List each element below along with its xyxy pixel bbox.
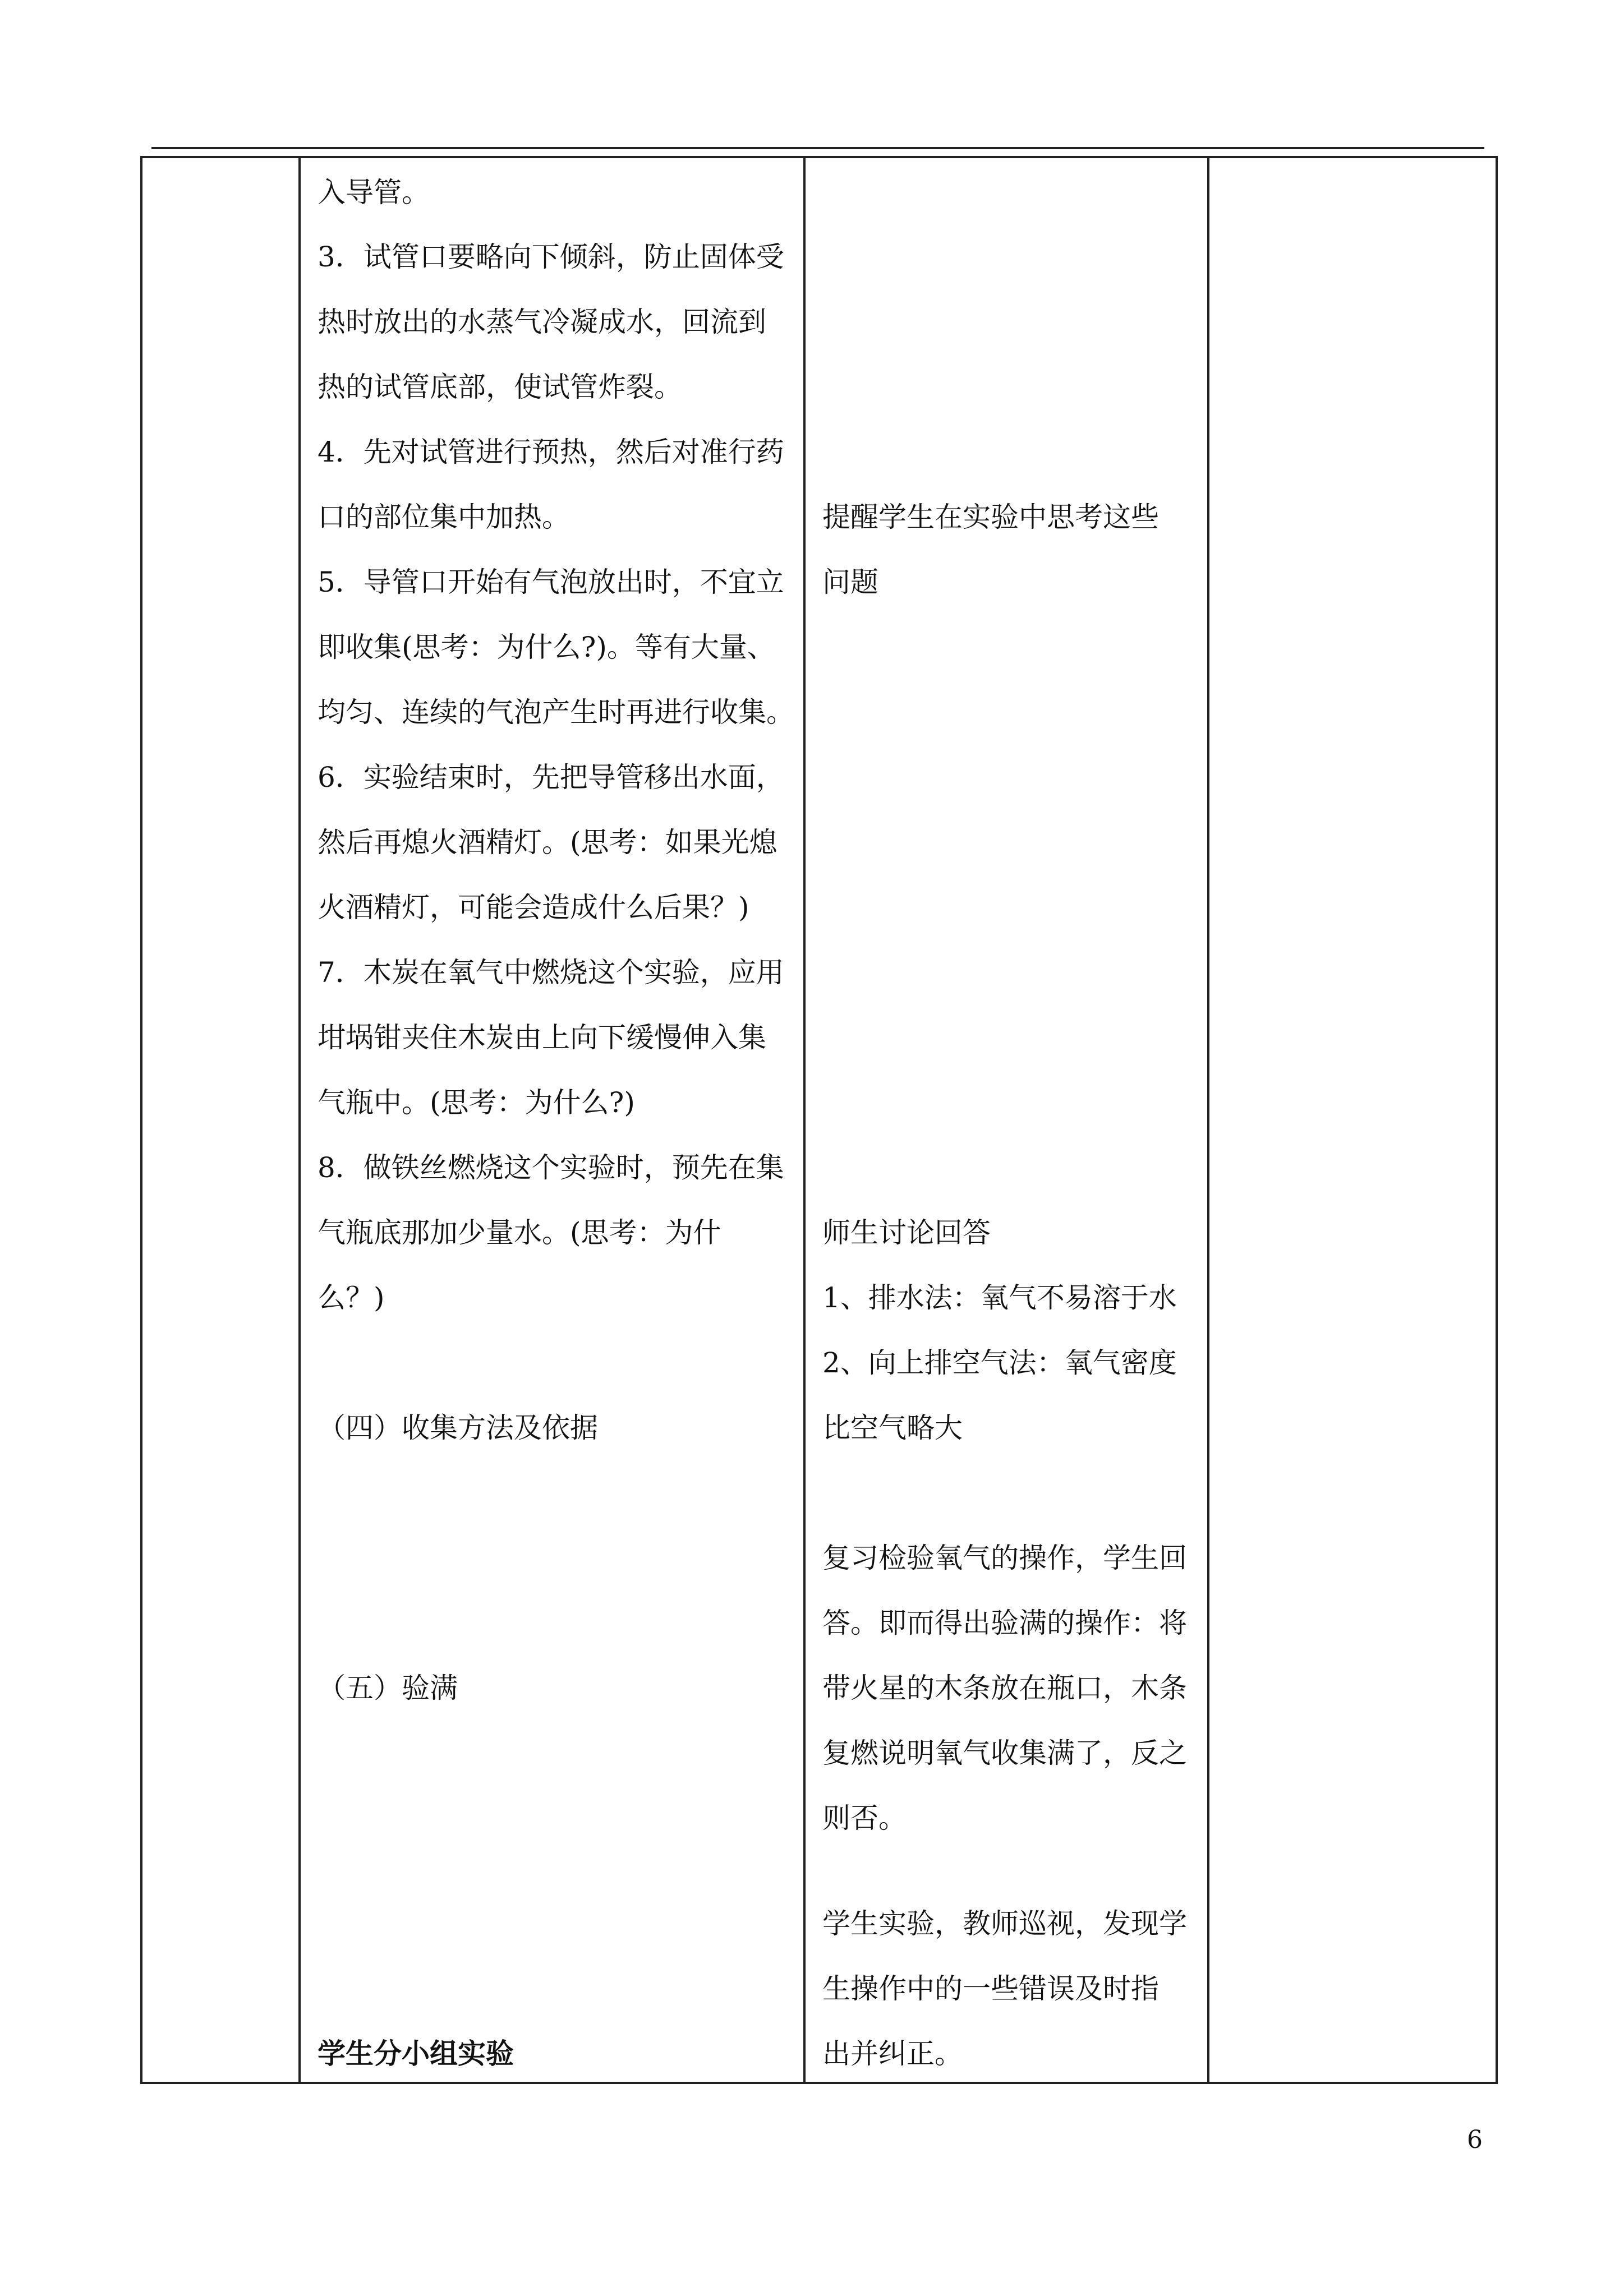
activity-line: 复燃说明氧气收集满了，反之 [822,1737,1187,1769]
content-line: 热的试管底部，使试管炸裂。 [318,371,682,403]
content-line: 6．实验结束时，先把导管移出水面， [318,761,784,794]
content-line: 口的部位集中加热。 [318,501,570,533]
content-line: 坩埚钳夹住木炭由上向下缓慢伸入集 [318,1021,766,1054]
activity-line: 问题 [822,566,878,598]
content-line: 3．试管口要略向下倾斜，防止固体受 [318,241,784,273]
table-column-divider [298,156,301,2084]
activity-column [822,0,1187,2070]
activity-line: 答。即而得出验满的操作：将 [822,1607,1187,1639]
activity-line: 提醒学生在实验中思考这些 [822,501,1159,533]
activity-line: 1、排水法：氧气不易溶于水 [822,1281,1177,1314]
content-line: 么？) [318,1281,385,1314]
activity-line: 出并纠正。 [822,2037,963,2070]
table-column-divider [803,156,806,2084]
content-line: 气瓶中。(思考：为什么?) [318,1086,635,1119]
content-line: 热时放出的水蒸气冷凝成水，回流到 [318,306,766,338]
section-heading-bold: 学生分小组实验 [318,2037,514,2070]
section-heading: （四）收集方法及依据 [318,1412,598,1444]
content-line: 4．先对试管进行预热，然后对准行药 [318,436,784,468]
page-number: 6 [1467,2126,1483,2154]
section-heading: （五）验满 [318,1672,458,1704]
content-line: 8．做铁丝燃烧这个实验时，预先在集 [318,1151,784,1184]
content-line: 均匀、连续的气泡产生时再进行收集。 [318,696,794,729]
content-line: 火酒精灯，可能会造成什么后果？) [318,891,749,924]
header-rule [151,147,1484,149]
activity-line: 复习检验氧气的操作，学生回 [822,1542,1187,1574]
activity-line: 学生实验，教师巡视，发现学 [822,1907,1187,1940]
activity-line: 则否。 [822,1802,907,1834]
activity-line: 2、向上排空气法：氧气密度 [822,1347,1177,1379]
activity-line: 生操作中的一些错误及时指 [822,1972,1159,2005]
content-line: 气瓶底那加少量水。(思考：为什 [318,1216,721,1249]
activity-line: 比空气略大 [822,1412,963,1444]
teaching-content-column [318,0,794,2070]
content-line: 7．木炭在氧气中燃烧这个实验，应用 [318,956,784,989]
content-line: 即收集(思考：为什么?)。等有大量、 [318,631,775,663]
content-line: 5．导管口开始有气泡放出时，不宜立 [318,566,784,598]
table-column-divider [1207,156,1209,2084]
content-line: 然后再熄火酒精灯。(思考：如果光熄 [318,826,778,859]
activity-line: 带火星的木条放在瓶口，木条 [822,1672,1187,1704]
activity-line: 师生讨论回答 [822,1216,991,1249]
content-line: 入导管。 [318,176,430,209]
